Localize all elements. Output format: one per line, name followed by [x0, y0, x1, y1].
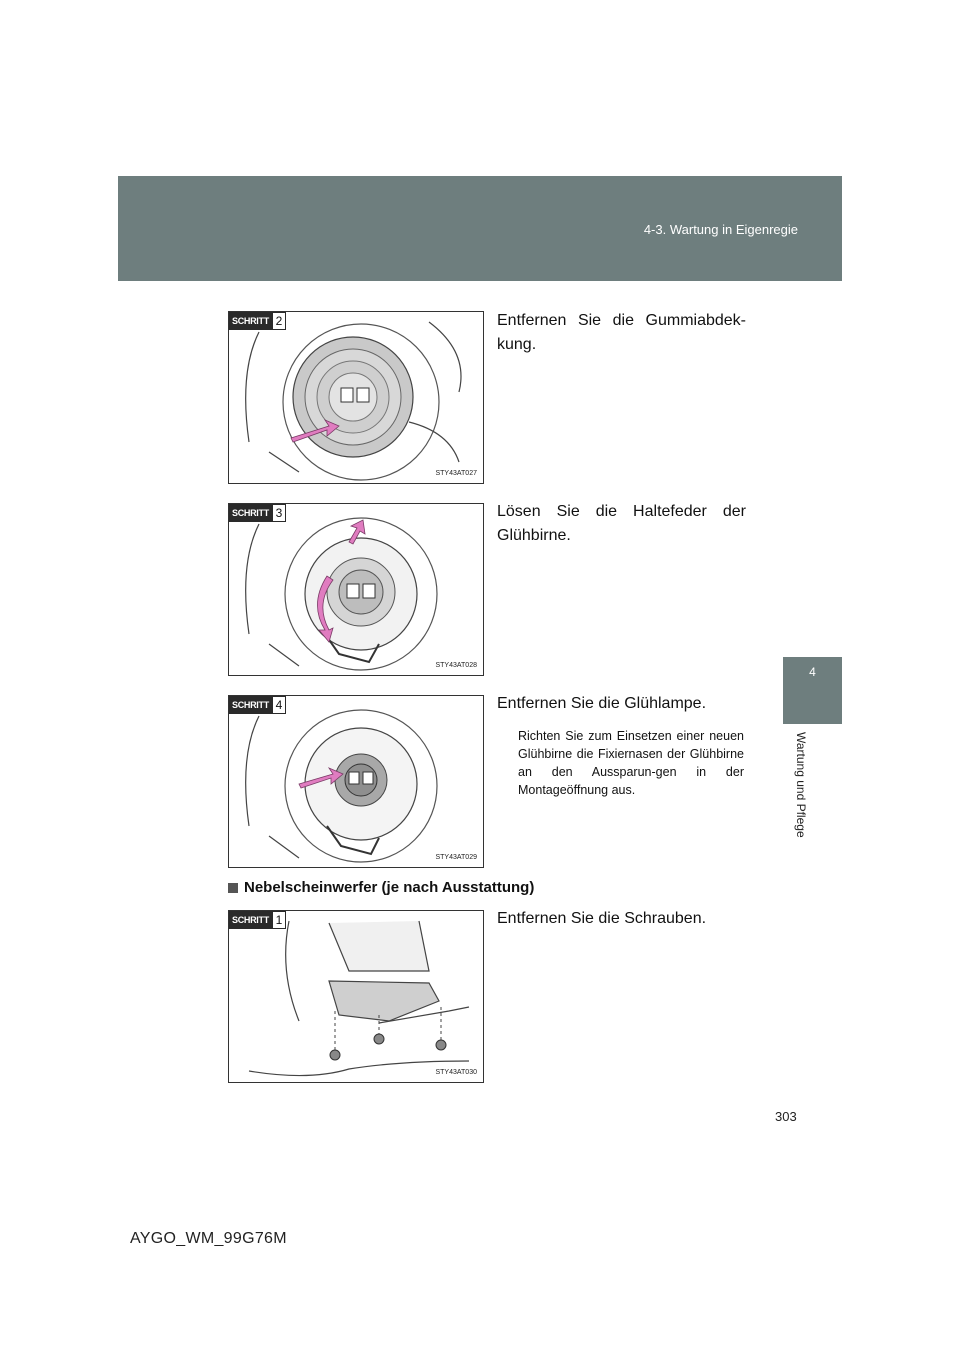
step-badge: [229, 696, 286, 714]
figure-step-2: [228, 311, 484, 484]
chapter-number: 4: [809, 665, 816, 679]
retaining-spring-illustration: [229, 504, 484, 676]
page-number: 303: [775, 1109, 797, 1124]
step-badge: [229, 504, 286, 522]
section-title: 4-3. Wartung in Eigenregie: [643, 222, 798, 237]
figure-code: STY43AT028: [435, 662, 477, 669]
step-2-instruction: Entfernen Sie die Gummiabdek-kung.: [497, 312, 746, 353]
fog-lamp-heading-text: Nebelscheinwerfer (je nach Ausstattung): [244, 879, 535, 896]
bulb-removal-illustration: [229, 696, 484, 868]
step-badge: [229, 312, 286, 330]
fog-lamp-screws-illustration: [229, 911, 484, 1083]
step-badge-number: 1: [272, 911, 286, 929]
figure-code: STY43AT029: [435, 854, 477, 861]
heading-square-icon: [228, 883, 238, 893]
step-badge-number: 4: [272, 696, 286, 714]
step-1-instruction: Entfernen Sie die Schrauben.: [497, 910, 707, 927]
rubber-cover-illustration: [229, 312, 484, 484]
figure-code: STY43AT027: [435, 470, 477, 477]
step-badge-word: SCHRITT: [229, 911, 272, 929]
step-badge-word: SCHRITT: [229, 312, 272, 330]
step-badge-word: SCHRITT: [229, 696, 272, 714]
header-band: [118, 176, 842, 281]
document-code: AYGO_WM_99G76M: [130, 1230, 287, 1247]
figure-step-3: [228, 503, 484, 676]
step-badge-word: SCHRITT: [229, 504, 272, 522]
step-badge-number: 3: [272, 504, 286, 522]
step-badge-number: 2: [272, 312, 286, 330]
chapter-tab: [783, 657, 842, 724]
step-3-instruction: Lösen Sie die Haltefeder der Glühbirne.: [497, 503, 746, 544]
figure-code: STY43AT030: [435, 1069, 477, 1076]
fog-lamp-heading: [228, 879, 534, 896]
figure-step-1: [228, 910, 484, 1083]
chapter-label: Wartung und Pflege: [794, 732, 808, 838]
figure-step-4: [228, 695, 484, 868]
step-4-instruction: Entfernen Sie die Glühlampe.: [497, 695, 707, 712]
step-badge: [229, 911, 286, 929]
step-4-note: Richten Sie zum Einsetzen einer neuen Glühbirne die Fixiernasen der Glühbirne an den Aussparun-gen in der Montageöffnung aus.: [518, 729, 744, 797]
